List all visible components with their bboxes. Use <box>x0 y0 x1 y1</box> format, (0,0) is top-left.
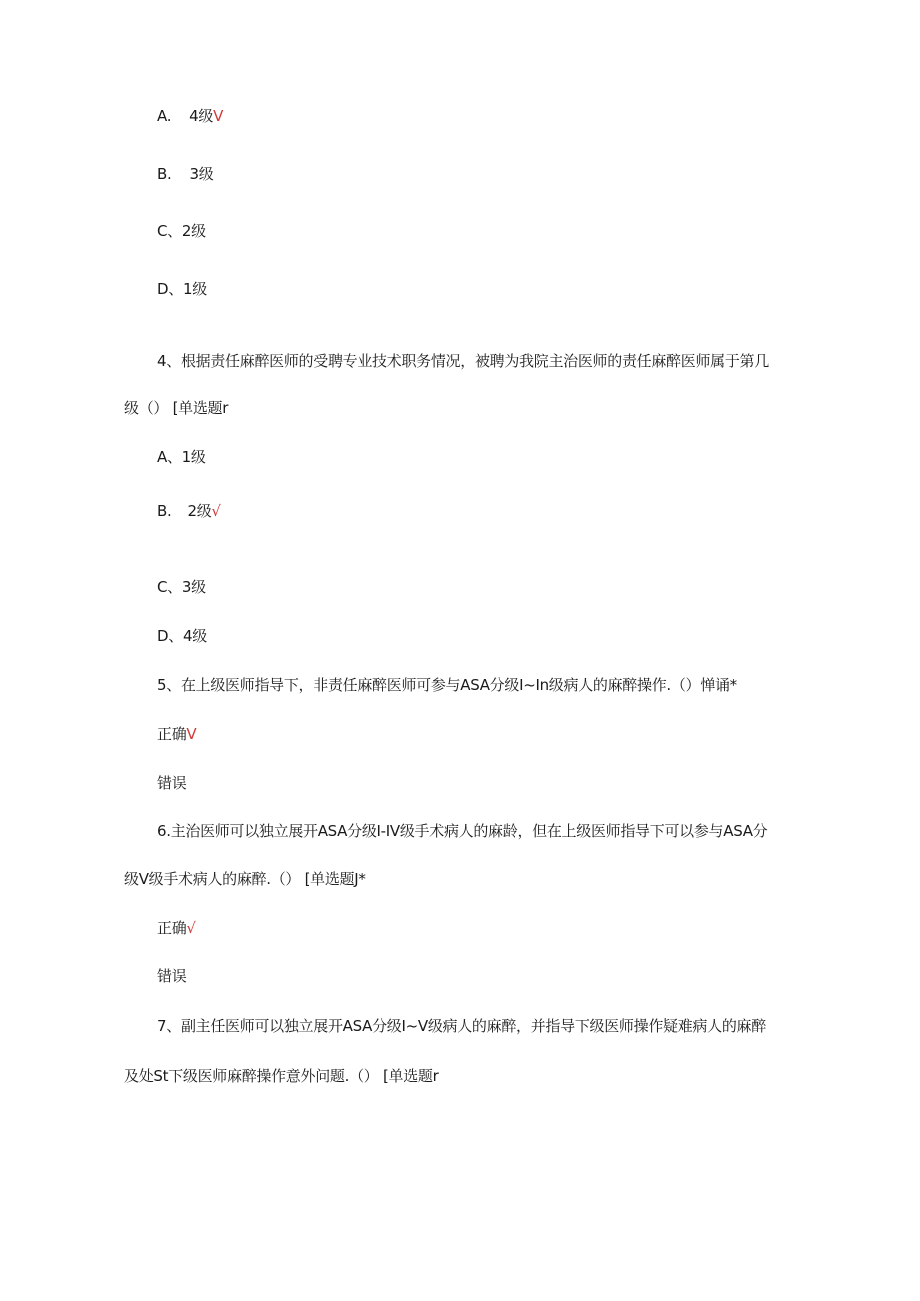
option-text: 正确 <box>157 919 187 937</box>
option-text: 2级 <box>187 502 212 520</box>
option-a: A、1级 <box>157 448 206 466</box>
option-correct <box>157 724 196 744</box>
option-a <box>157 106 223 126</box>
option-text: 正确 <box>157 725 187 743</box>
option-text: 3级 <box>189 165 214 183</box>
question-4-text-cont: 级（） [单选题r <box>124 399 229 417</box>
question-7-text-cont: 及处St下级医师麻醉操作意外问题.（） [单选题r <box>124 1067 439 1085</box>
option-text: 4级 <box>189 107 214 125</box>
correct-check-mark: V <box>213 107 224 125</box>
option-wrong: 错误 <box>157 774 187 792</box>
option-b <box>157 164 213 184</box>
option-prefix: B. <box>157 502 172 520</box>
correct-check-mark: V <box>186 725 197 743</box>
option-c: C、2级 <box>157 222 206 240</box>
question-6-text: 6.主治医师可以独立展开ASA分级I-IV级手术病人的麻龄，但在上级医师指导下可以参与ASA分 <box>157 822 768 840</box>
option-correct <box>157 918 196 938</box>
option-d: D、4级 <box>157 627 207 645</box>
question-7-text: 7、副主任医师可以独立展开ASA分级I~V级病人的麻醉，并指导下级医师操作疑难病人的麻醉 <box>157 1017 766 1035</box>
question-5-text: 5、在上级医师指导下，非责任麻醉医师可参与ASA分级I~In级病人的麻醉操作.（）惮诵* <box>157 676 737 694</box>
option-d: D、1级 <box>157 280 207 298</box>
question-6-text-cont: 级V级手术病人的麻醉.（） [单选题J* <box>124 870 366 888</box>
correct-check-mark: √ <box>211 502 221 520</box>
correct-check-mark: √ <box>186 919 196 937</box>
option-c: C、3级 <box>157 578 206 596</box>
option-prefix: A. <box>157 107 172 125</box>
option-wrong: 错误 <box>157 967 187 985</box>
option-prefix: B. <box>157 165 172 183</box>
question-4-text: 4、根据责任麻醉医师的受聘专业技术职务情况，被聘为我院主治医师的责任麻醉医师属于第几 <box>157 352 769 370</box>
option-b <box>157 501 221 521</box>
